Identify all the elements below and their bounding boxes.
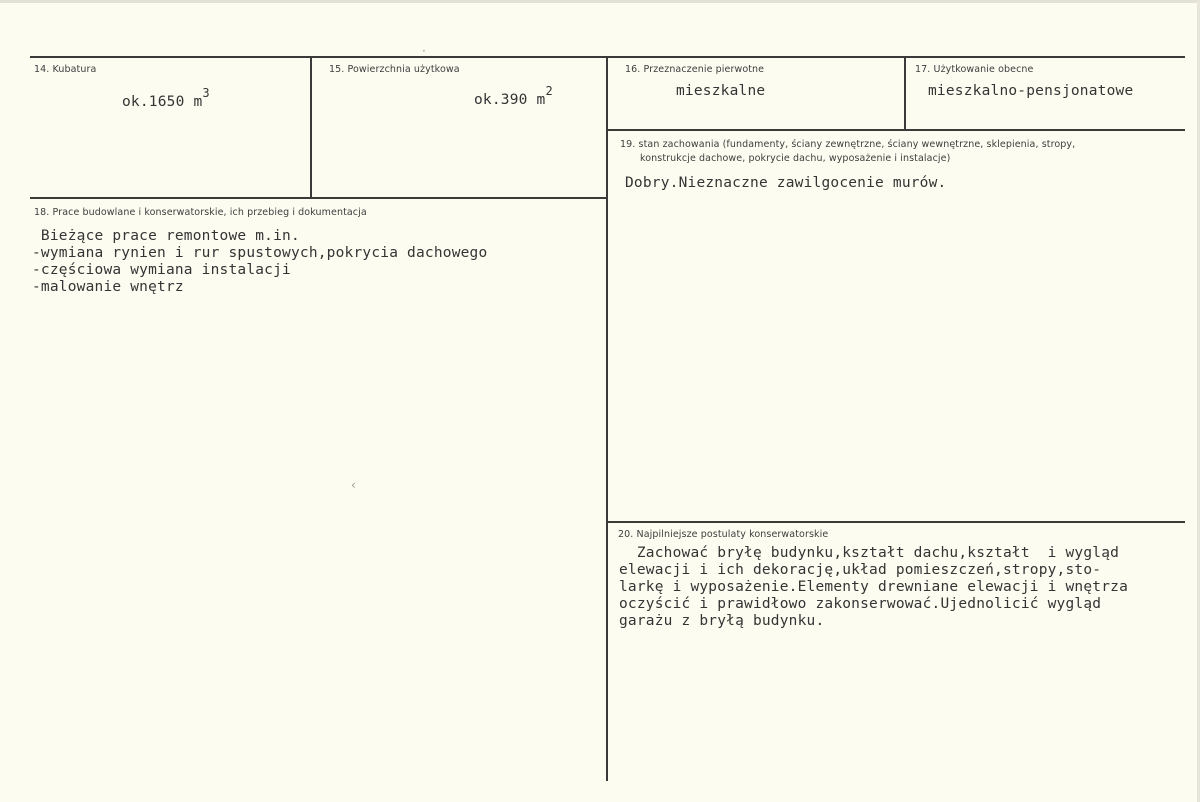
scan-speck: ‹ (351, 478, 356, 492)
field-16-label: 16. Przeznaczenie pierwotne (625, 64, 765, 75)
rule-under-16-17 (608, 129, 1185, 131)
field-15-exponent: 2 (545, 84, 553, 98)
scan-speck: · (422, 44, 426, 58)
field-14-exponent: 3 (202, 86, 210, 100)
field-20-label: 20. Najpilniejsze postulaty konserwatorskie (618, 529, 829, 540)
field-18-line: -wymiana rynien i rur spustowych,pokrycia dachowego (32, 245, 488, 261)
field-20-line: oczyścić i prawidłowo zakonserwować.Ujednolicić wygląd (619, 596, 1102, 612)
rule-v-14-15 (310, 56, 312, 198)
field-20-line: elewacji i ich dekorację,układ pomieszczeń,stropy,sto- (619, 562, 1102, 578)
field-20-line: larkę i wyposażenie.Elementy drewniane elewacji i wnętrza (619, 579, 1128, 595)
field-19-value: Dobry.Nieznaczne zawilgocenie murów. (625, 175, 947, 191)
field-17-value: mieszkalno-pensjonatowe (928, 83, 1134, 99)
field-18-label: 18. Prace budowlane i konserwatorskie, ich przebieg i dokumentacja (34, 207, 367, 218)
field-15-text: ok.390 m (474, 91, 546, 108)
field-18-line: -częściowa wymiana instalacji (32, 262, 291, 278)
field-18-line: Bieżące prace remontowe m.in. (32, 228, 300, 244)
field-16-value: mieszkalne (676, 83, 766, 99)
field-20-text (619, 545, 1128, 630)
rule-v-16-17 (904, 56, 906, 130)
rule-above-20 (608, 521, 1185, 523)
field-14-label: 14. Kubatura (34, 64, 97, 75)
field-14-text: ok.1650 m (122, 93, 203, 110)
field-15-label: 15. Powierzchnia użytkowa (329, 64, 460, 75)
field-19-label-line2: konstrukcje dachowe, pokrycie dachu, wyposażenie i instalacje) (640, 153, 951, 164)
field-17-label: 17. Użytkowanie obecne (915, 64, 1034, 75)
field-15-value (474, 86, 553, 109)
field-18-text (32, 228, 487, 296)
rule-v-center (606, 56, 608, 781)
field-19-label-line1: 19. stan zachowania (fundamenty, ściany zewnętrzne, ściany wewnętrzne, sklepienia, stropy, (620, 139, 1076, 150)
field-14-value (122, 88, 210, 111)
field-20-line: Zachować bryłę budynku,kształt dachu,kształt i wygląd (619, 545, 1120, 561)
field-20-line: garażu z bryłą budynku. (619, 613, 825, 629)
field-18-line: -malowanie wnętrz (32, 279, 184, 295)
page-top-edge (0, 0, 1200, 3)
rule-mid-left (30, 197, 607, 199)
